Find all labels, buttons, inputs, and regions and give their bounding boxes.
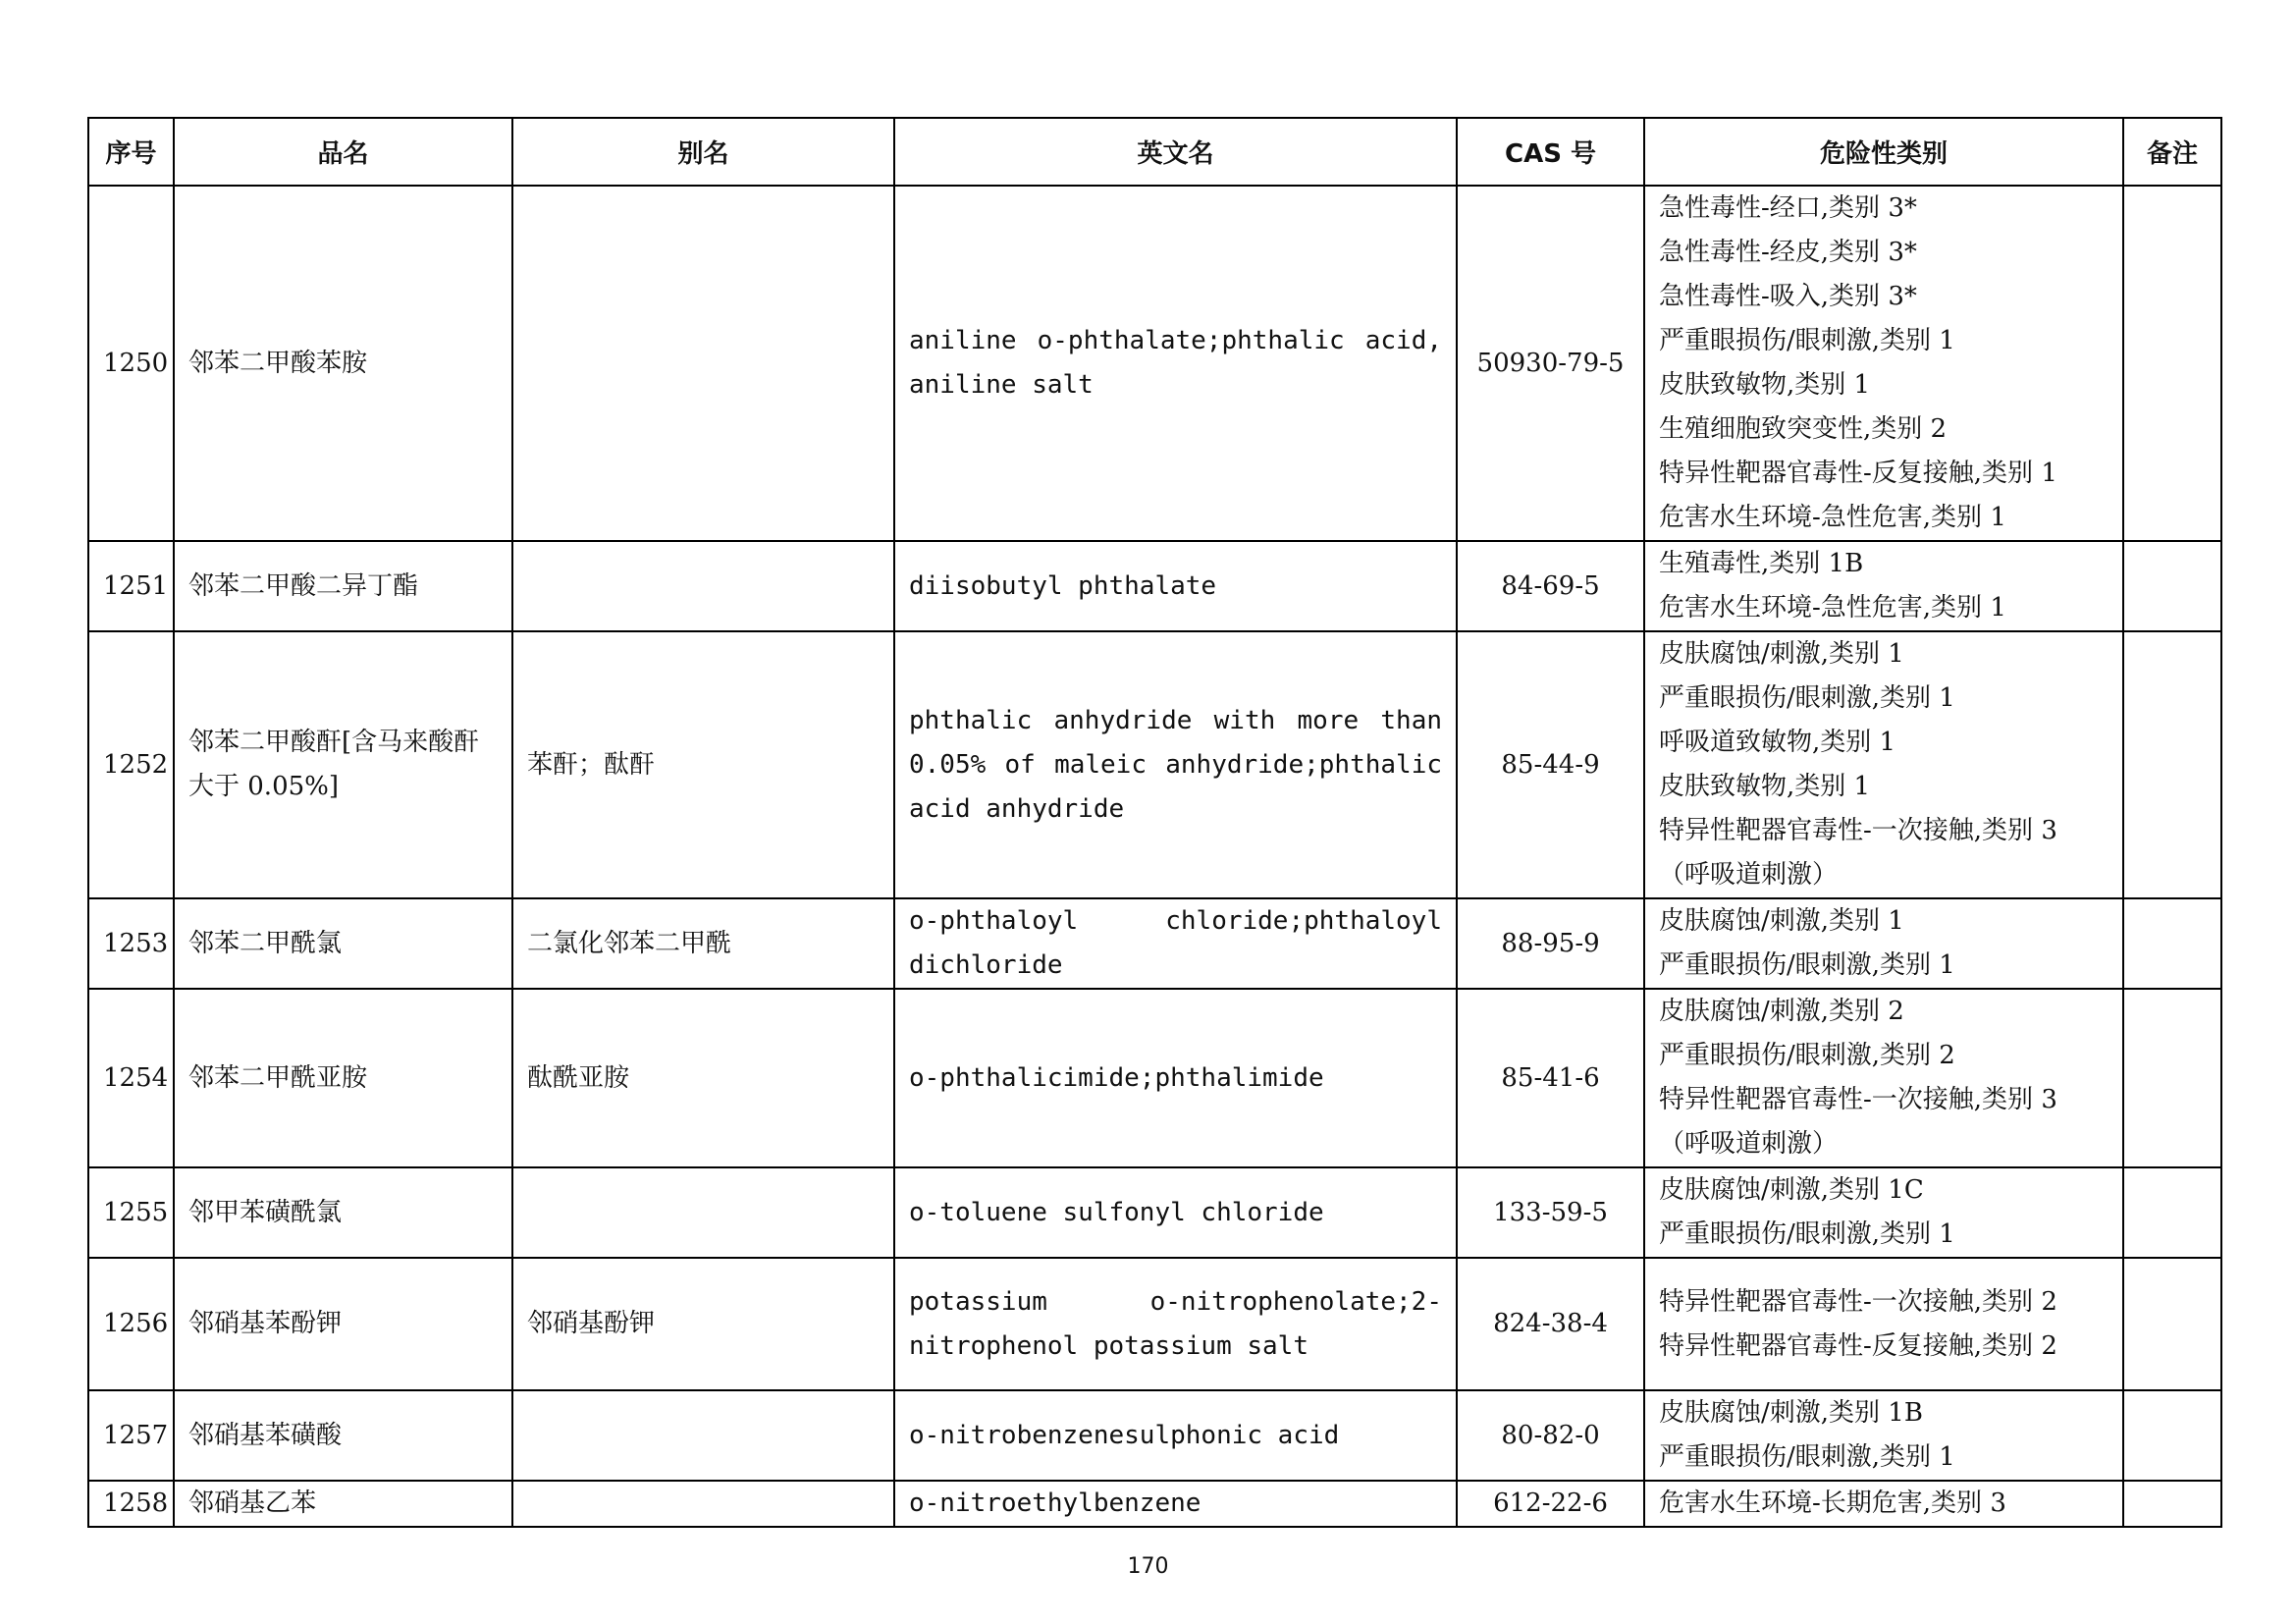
cell-product-name: 邻苯二甲酸苯胺 [174, 186, 512, 541]
cell-cas-number: 824-38-4 [1457, 1258, 1644, 1390]
cell-cas-number: 133-59-5 [1457, 1167, 1644, 1258]
table-row [88, 1258, 2221, 1390]
cell-hazard-classes [1644, 898, 2123, 989]
hazard-class-line: 呼吸道致敏物,类别 1 [1659, 728, 1896, 757]
hazard-class-line: 特异性靶器官毒性-反复接触,类别 1 [1659, 459, 2057, 488]
cell-english-name: o-nitroethylbenzene [894, 1481, 1457, 1527]
table-row [88, 1167, 2221, 1258]
hazard-class-line: 危害水生环境-急性危害,类别 1 [1659, 503, 2006, 532]
table-row [88, 186, 2221, 541]
cell-hazard-classes [1644, 1258, 2123, 1390]
cell-serial-number: 1251 [88, 541, 174, 631]
hazardous-chemicals-table [87, 117, 2222, 1528]
hazardous-chemicals-table-sheet [87, 117, 2220, 1528]
cell-cas-number: 80-82-0 [1457, 1390, 1644, 1481]
table-row [88, 989, 2221, 1167]
cell-english-name: o-phthalicimide;phthalimide [894, 989, 1457, 1167]
hazard-class-line: 皮肤致敏物,类别 1 [1659, 370, 1871, 400]
cell-serial-number: 1258 [88, 1481, 174, 1527]
hazard-class-line: 特异性靶器官毒性-反复接触,类别 2 [1659, 1330, 2057, 1361]
table-body [88, 186, 2221, 1527]
cell-remarks [2123, 898, 2221, 989]
hazard-class-line: 危害水生环境-长期危害,类别 3 [1659, 1489, 2006, 1518]
table-row [88, 631, 2221, 898]
hazard-class-line: 严重眼损伤/眼刺激,类别 1 [1659, 1219, 1955, 1249]
cell-hazard-classes [1644, 989, 2123, 1167]
cell-cas-number: 612-22-6 [1457, 1481, 1644, 1527]
cell-cas-number: 84-69-5 [1457, 541, 1644, 631]
hazard-class-line: （呼吸道刺激） [1659, 860, 1839, 890]
cell-cas-number: 88-95-9 [1457, 898, 1644, 989]
header-english-name: 英文名 [894, 118, 1457, 186]
hazard-class-line: 皮肤腐蚀/刺激,类别 1 [1659, 906, 1904, 936]
header-hazard-class: 危险性类别 [1644, 118, 2123, 186]
cell-serial-number: 1253 [88, 898, 174, 989]
table-row [88, 1481, 2221, 1527]
header-alias: 别名 [512, 118, 894, 186]
cell-product-name: 邻硝基苯酚钾 [174, 1258, 512, 1390]
cell-english-name: diisobutyl phthalate [894, 541, 1457, 631]
cell-alias: 酞酰亚胺 [512, 989, 894, 1167]
hazard-class-line: 特异性靶器官毒性-一次接触,类别 3 [1659, 816, 2057, 845]
hazard-class-line: 危害水生环境-急性危害,类别 1 [1659, 593, 2006, 623]
cell-remarks [2123, 1481, 2221, 1527]
table-row [88, 541, 2221, 631]
cell-remarks [2123, 1258, 2221, 1390]
cell-alias: 二氯化邻苯二甲酰 [512, 898, 894, 989]
cell-alias [512, 1167, 894, 1258]
cell-english-name: o-phthaloyl chloride;phthaloyl dichloride [894, 898, 1457, 989]
cell-serial-number: 1257 [88, 1390, 174, 1481]
table-header [88, 118, 2221, 186]
header-serial-number: 序号 [88, 118, 174, 186]
table-row [88, 898, 2221, 989]
hazard-class-line: 皮肤腐蚀/刺激,类别 1 [1659, 639, 1904, 669]
cell-product-name: 邻苯二甲酸酐[含马来酸酐大于 0.05%] [174, 631, 512, 898]
cell-hazard-classes [1644, 631, 2123, 898]
cell-serial-number: 1255 [88, 1167, 174, 1258]
hazard-class-line: 严重眼损伤/眼刺激,类别 1 [1659, 683, 1955, 713]
cell-english-name: phthalic anhydride with more than 0.05% of maleic anhydride;phthalic acid anhydride [894, 631, 1457, 898]
cell-alias [512, 1481, 894, 1527]
hazard-class-line: 严重眼损伤/眼刺激,类别 1 [1659, 326, 1955, 355]
cell-cas-number: 50930-79-5 [1457, 186, 1644, 541]
header-cas-number: CAS 号 [1457, 118, 1644, 186]
cell-cas-number: 85-44-9 [1457, 631, 1644, 898]
cell-english-name: potassium o-nitrophenolate;2-nitrophenol potassium salt [894, 1258, 1457, 1390]
hazard-class-line: 严重眼损伤/眼刺激,类别 1 [1659, 1442, 1955, 1472]
cell-serial-number: 1252 [88, 631, 174, 898]
hazard-class-line: 特异性靶器官毒性-一次接触,类别 3 [1659, 1085, 2057, 1114]
hazard-class-line: 急性毒性-吸入,类别 3* [1659, 282, 1917, 311]
cell-english-name: o-toluene sulfonyl chloride [894, 1167, 1457, 1258]
hazard-class-line: 急性毒性-经皮,类别 3* [1659, 238, 1917, 267]
hazard-class-line: 特异性靶器官毒性-一次接触,类别 2 [1659, 1286, 2057, 1317]
cell-hazard-classes [1644, 1390, 2123, 1481]
hazard-class-line: 皮肤致敏物,类别 1 [1659, 772, 1871, 801]
cell-serial-number: 1254 [88, 989, 174, 1167]
header-product-name: 品名 [174, 118, 512, 186]
cell-remarks [2123, 989, 2221, 1167]
page-number: 170 [1127, 1554, 1169, 1579]
cell-product-name: 邻苯二甲酰氯 [174, 898, 512, 989]
hazard-class-line: 皮肤腐蚀/刺激,类别 1B [1659, 1398, 1923, 1428]
hazard-class-line: 严重眼损伤/眼刺激,类别 2 [1659, 1041, 1955, 1070]
cell-english-name: aniline o-phthalate;phthalic acid, aniline salt [894, 186, 1457, 541]
hazard-class-line: 生殖毒性,类别 1B [1659, 549, 1864, 578]
cell-alias [512, 1390, 894, 1481]
cell-hazard-classes [1644, 1167, 2123, 1258]
cell-remarks [2123, 541, 2221, 631]
cell-product-name: 邻硝基乙苯 [174, 1481, 512, 1527]
cell-alias [512, 541, 894, 631]
cell-product-name: 邻甲苯磺酰氯 [174, 1167, 512, 1258]
cell-remarks [2123, 1390, 2221, 1481]
cell-serial-number: 1250 [88, 186, 174, 541]
hazard-class-line: 急性毒性-经口,类别 3* [1659, 193, 1917, 223]
cell-hazard-classes [1644, 1481, 2123, 1527]
hazard-class-line: 生殖细胞致突变性,类别 2 [1659, 414, 1948, 444]
hazard-class-line: （呼吸道刺激） [1659, 1129, 1839, 1159]
cell-serial-number: 1256 [88, 1258, 174, 1390]
cell-product-name: 邻苯二甲酰亚胺 [174, 989, 512, 1167]
header-remarks: 备注 [2123, 118, 2221, 186]
cell-english-name: o-nitrobenzenesulphonic acid [894, 1390, 1457, 1481]
cell-alias: 邻硝基酚钾 [512, 1258, 894, 1390]
cell-alias: 苯酐；酞酐 [512, 631, 894, 898]
table-row [88, 1390, 2221, 1481]
cell-remarks [2123, 631, 2221, 898]
cell-product-name: 邻硝基苯磺酸 [174, 1390, 512, 1481]
cell-product-name: 邻苯二甲酸二异丁酯 [174, 541, 512, 631]
cell-alias [512, 186, 894, 541]
header-row [88, 118, 2221, 186]
cell-cas-number: 85-41-6 [1457, 989, 1644, 1167]
cell-remarks [2123, 1167, 2221, 1258]
hazard-class-line: 严重眼损伤/眼刺激,类别 1 [1659, 950, 1955, 980]
cell-hazard-classes [1644, 541, 2123, 631]
hazard-class-line: 皮肤腐蚀/刺激,类别 2 [1659, 997, 1904, 1026]
cell-remarks [2123, 186, 2221, 541]
cell-hazard-classes [1644, 186, 2123, 541]
hazard-class-line: 皮肤腐蚀/刺激,类别 1C [1659, 1175, 1924, 1205]
